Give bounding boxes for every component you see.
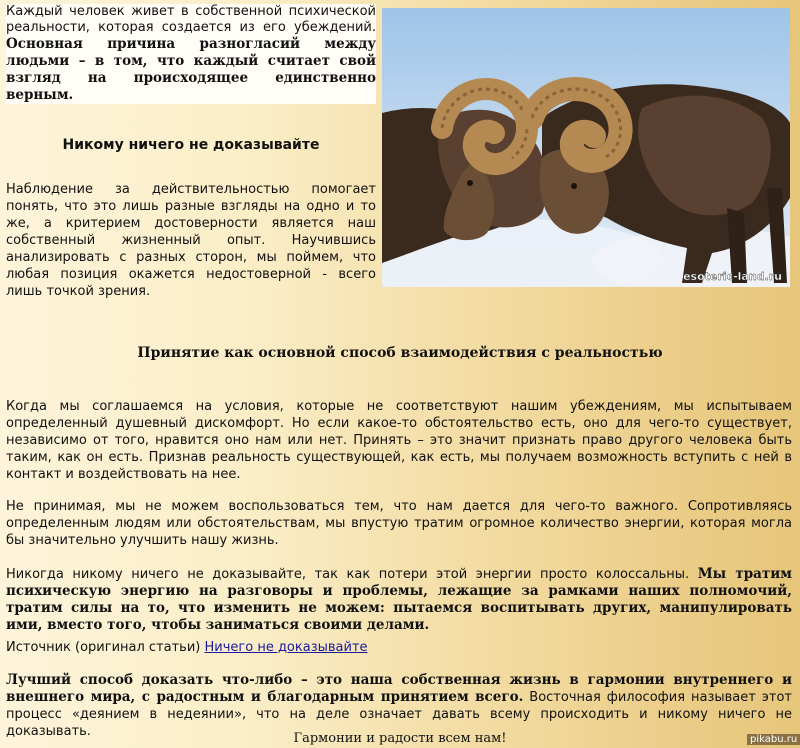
conclusion-bold-text: Лучший способ доказать что-либо – это наша собственная жизнь в гармонии внутреннего и внешнего мира, с радостным и благодарным принятием всего.	[6, 672, 792, 705]
source-line	[6, 640, 368, 655]
intro-plain-text: Каждый человек живет в собственной психической реальности, которая создается из его убеждений.	[6, 4, 376, 35]
section-heading-prove: Никому ничего не доказывайте	[62, 137, 320, 153]
intro-bold-text: Основная причина разногласий между людьми – в том, что каждый считает свой взгляд на происходящее единственно верным.	[6, 36, 376, 103]
intro-paragraph	[6, 4, 376, 104]
rams-illustration	[382, 8, 790, 287]
closing-line: Гармонии и радости всем нам!	[293, 731, 507, 746]
conclusion-paragraph	[6, 672, 792, 740]
section-heading-acceptance: Принятие как основной способ взаимодействия с реальностью	[137, 345, 663, 361]
photo-watermark: esoteric-land.ru	[683, 270, 782, 283]
source-link[interactable]: Ничего не доказывайте	[204, 640, 368, 655]
agreement-paragraph: Когда мы соглашаемся на условия, которые не соответствуют нашим убеждениям, мы испытываем определенный душевный дискомфорт. Но если какое-то обстоятельство есть, оно для чего-то существует, независимо от того, нравится оно нам или нет. Принять – это значит признать право другого человека быть таким, как он есть. Признав реальность существующей, как есть, мы получаем возможность вступить с ней в контакт и воздействовать на нее.	[6, 399, 792, 482]
energy-bold-text: Мы тратим психическую энергию на разговоры и проблемы, лежащие за рамками наших полномочий, тратим силы на то, что изменить не можем: пытаемся воспитывать других, манипулировать ими, вместо того, чтобы заниматься своими делами.	[6, 566, 792, 633]
observation-paragraph: Наблюдение за действительностью помогает понять, что это лишь разные взгляды на одно и то же, а критерием достоверности является наш собственный жизненный опыт. Научившись анализировать с разных сторон, мы поймем, что любая позиция окажется недостоверной - всего лишь точкой зрения.	[6, 182, 376, 299]
source-label: Источник (оригинал статьи)	[6, 640, 205, 655]
resistance-paragraph: Не принимая, мы не можем воспользоваться тем, что нам дается для чего-то важного. Сопротивляясь определенным людям или обстоятельствам, мы впустую тратим огромное количество энергии, которая могла бы значительно улучшить нашу жизнь.	[6, 499, 792, 548]
conclusion-plain-text: Восточная философия называет этот процесс «деянием в недеянии», что на деле означает давать всему происходить и никому ничего не доказывать.	[6, 690, 792, 739]
energy-plain-text: Никогда никому ничего не доказывайте, так как потери этой энергии просто колоссальны.	[6, 567, 698, 582]
energy-paragraph	[6, 566, 792, 634]
site-watermark: pikabu.ru	[747, 734, 800, 745]
rams-photo	[382, 8, 790, 287]
